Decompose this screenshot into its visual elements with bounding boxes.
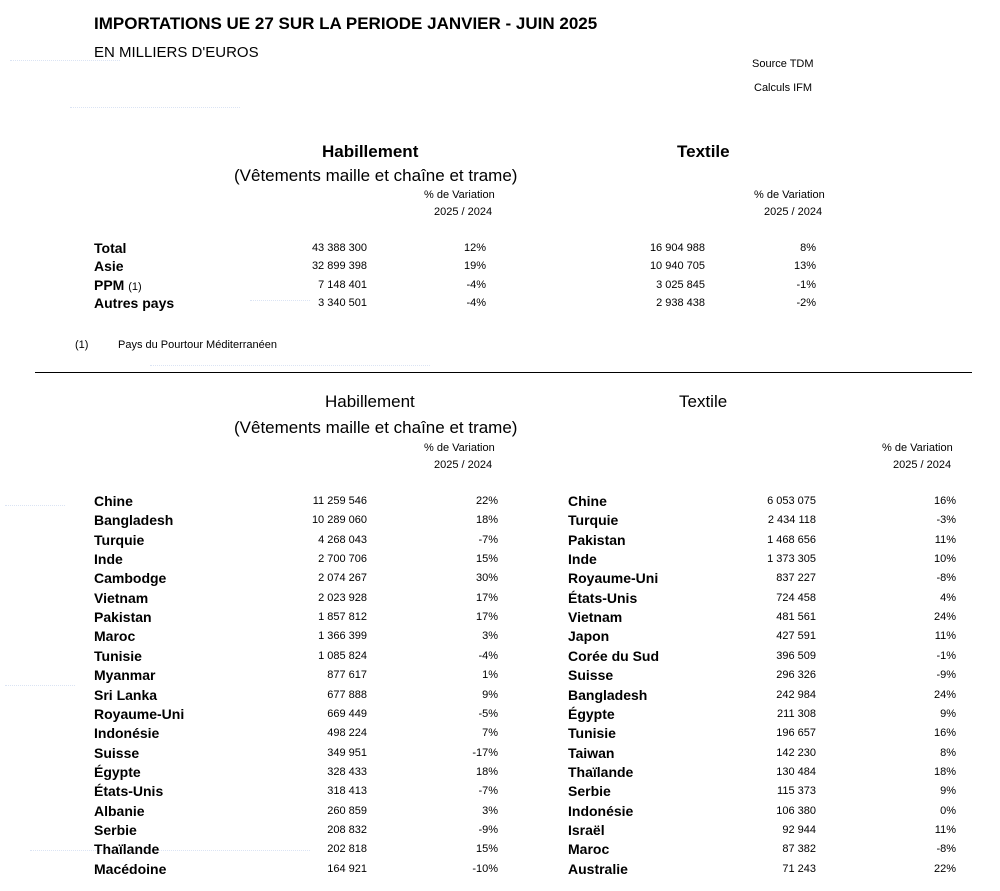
table-row — [0, 532, 1000, 551]
table-row — [0, 493, 1000, 512]
table-row — [0, 725, 1000, 744]
habillement-heading: Habillement — [322, 142, 419, 161]
habillement-period-label-2: 2025 / 2024 — [434, 459, 493, 471]
country-name: Macédoine — [94, 860, 167, 877]
country-name: Pakistan — [568, 531, 626, 548]
country-value: 142 230 — [776, 746, 816, 759]
habillement-subheading-2: (Vêtements maille et chaîne et trame) — [234, 418, 518, 437]
table-row — [0, 570, 1000, 589]
textile-period-label: 2025 / 2024 — [764, 206, 823, 218]
habillement-variation-label: % de Variation — [424, 189, 495, 201]
table-row — [0, 551, 1000, 570]
country-variation: 22% — [933, 862, 956, 875]
country-variation: 11% — [934, 630, 956, 643]
country-variation: -17% — [472, 746, 498, 759]
country-name: Turquie — [94, 531, 145, 548]
country-variation: -7% — [478, 785, 498, 798]
country-variation: 22% — [475, 495, 498, 507]
country-name: Japon — [568, 628, 610, 645]
country-value: 328 433 — [327, 765, 367, 778]
country-name: Égypte — [94, 763, 141, 780]
country-name: Sri Lanka — [94, 686, 158, 703]
country-variation: 18% — [475, 514, 498, 527]
country-name: États-Unis — [94, 783, 164, 800]
table-row — [0, 628, 1000, 647]
country-value: 677 888 — [327, 688, 367, 701]
country-value: 6 053 075 — [767, 495, 816, 507]
country-name: Thaïlande — [568, 763, 634, 780]
country-value: 1 373 305 — [767, 553, 816, 566]
country-value: 87 382 — [782, 843, 816, 856]
country-variation: 11% — [934, 533, 956, 546]
country-name: Australie — [568, 860, 628, 877]
country-name: Serbie — [94, 821, 137, 838]
table-row — [0, 841, 1000, 860]
country-variation: 18% — [933, 765, 956, 778]
country-value: 115 373 — [777, 785, 816, 798]
country-value: 164 921 — [327, 862, 367, 875]
habillement-period-label: 2025 / 2024 — [434, 206, 493, 218]
country-name: Chine — [94, 493, 133, 509]
country-name: Bangladesh — [568, 686, 648, 703]
country-variation: 15% — [475, 843, 498, 856]
summary-label: Total — [94, 240, 127, 256]
summary-row-ppm — [0, 277, 1000, 296]
country-name: Vietnam — [94, 589, 149, 606]
summary-textile-value: 16 904 988 — [649, 242, 705, 254]
country-value: 349 951 — [327, 746, 367, 759]
summary-habillement-variation: 19% — [463, 260, 486, 272]
country-variation: 17% — [475, 591, 498, 604]
country-variation: 16% — [933, 495, 956, 507]
habillement-heading-2: Habillement — [325, 392, 415, 411]
country-value: 2 023 928 — [318, 591, 367, 604]
summary-textile-variation: -1% — [796, 279, 816, 291]
footnote-ref: (1) — [128, 281, 142, 293]
summary-textile-variation: 13% — [793, 260, 816, 272]
country-value: 92 944 — [782, 823, 816, 836]
country-variation: 24% — [933, 611, 956, 624]
country-name: Tunisie — [568, 725, 616, 742]
country-value: 1 366 399 — [318, 630, 367, 643]
table-row — [0, 609, 1000, 628]
country-value: 396 509 — [776, 649, 816, 662]
table-row — [0, 648, 1000, 667]
summary-textile-value: 2 938 438 — [656, 297, 705, 309]
country-variation: 1% — [482, 669, 498, 682]
country-value: 196 657 — [776, 727, 816, 740]
country-name: Inde — [568, 551, 597, 568]
textile-heading: Textile — [677, 142, 730, 161]
summary-habillement-value: 7 148 401 — [318, 279, 367, 291]
summary-habillement-value: 43 388 300 — [311, 242, 367, 254]
summary-label-text: PPM — [94, 277, 125, 293]
summary-textile-value: 10 940 705 — [649, 260, 705, 272]
country-name: Royaume-Uni — [568, 570, 659, 587]
country-name: Myanmar — [94, 667, 156, 684]
country-value: 2 074 267 — [318, 572, 367, 585]
country-value: 877 617 — [327, 669, 367, 682]
country-name: Inde — [94, 551, 123, 568]
country-name: Israël — [568, 821, 605, 838]
table-row — [0, 783, 1000, 802]
country-variation: 9% — [940, 707, 956, 720]
country-variation: 11% — [934, 823, 956, 836]
country-variation: 9% — [940, 785, 956, 798]
country-variation: -10% — [472, 862, 498, 875]
section-divider — [35, 372, 972, 373]
country-variation: 30% — [475, 572, 498, 585]
country-name: Taiwan — [568, 744, 615, 761]
country-variation: -9% — [478, 823, 498, 836]
country-name: Maroc — [568, 841, 610, 858]
table-row — [0, 706, 1000, 725]
country-value: 260 859 — [327, 804, 367, 817]
ghost-mark — [150, 355, 430, 366]
textile-heading-2: Textile — [679, 392, 728, 411]
country-variation: 16% — [933, 727, 956, 740]
textile-variation-label-2: % de Variation — [882, 442, 953, 454]
summary-row-asie — [0, 258, 1000, 277]
table-row — [0, 861, 1000, 880]
country-name: Maroc — [94, 628, 136, 645]
table-row — [0, 822, 1000, 841]
country-name: États-Unis — [568, 589, 638, 606]
summary-habillement-value: 32 899 398 — [311, 260, 367, 272]
summary-habillement-variation: -4% — [466, 279, 486, 291]
country-value: 1 468 656 — [767, 533, 816, 546]
country-variation: -5% — [478, 707, 498, 720]
country-value: 427 591 — [776, 630, 816, 643]
country-variation: 17% — [475, 611, 498, 624]
country-value: 2 700 706 — [318, 553, 367, 566]
country-value: 296 326 — [776, 669, 816, 682]
country-value: 130 484 — [776, 765, 816, 778]
table-row — [0, 590, 1000, 609]
country-name: Serbie — [568, 783, 611, 800]
country-variation: 24% — [933, 688, 956, 701]
country-name: Pakistan — [94, 609, 152, 626]
textile-period-label-2: 2025 / 2024 — [893, 459, 952, 471]
country-name: Bangladesh — [94, 512, 174, 529]
country-value: 242 984 — [776, 688, 816, 701]
country-value: 2 434 118 — [767, 514, 816, 527]
country-variation: -8% — [936, 843, 956, 856]
summary-label — [94, 277, 142, 293]
country-value: 211 308 — [777, 707, 816, 720]
country-name: Suisse — [94, 744, 140, 761]
country-name: Égypte — [568, 705, 615, 722]
country-value: 498 224 — [327, 727, 367, 740]
table-row — [0, 803, 1000, 822]
country-variation: 4% — [940, 591, 956, 604]
footnote-mark: (1) — [75, 339, 89, 351]
country-value: 669 449 — [327, 707, 367, 720]
country-value: 1 085 824 — [318, 649, 367, 662]
country-value: 106 380 — [776, 804, 816, 817]
summary-label: Asie — [94, 258, 124, 274]
summary-label: Autres pays — [94, 295, 175, 311]
summary-habillement-value: 3 340 501 — [318, 297, 367, 309]
country-variation: -8% — [936, 572, 956, 585]
table-row — [0, 745, 1000, 764]
country-name: Corée du Sud — [568, 647, 660, 664]
country-name: Albanie — [94, 802, 145, 819]
country-name: Indonésie — [94, 725, 160, 742]
page-title: IMPORTATIONS UE 27 SUR LA PERIODE JANVIER - JUIN 2025 — [94, 14, 598, 33]
country-value: 71 243 — [782, 862, 816, 875]
summary-textile-variation: 8% — [800, 242, 816, 254]
country-variation: 9% — [482, 688, 498, 701]
country-value: 1 857 812 — [318, 611, 367, 624]
country-variation: 7% — [482, 727, 498, 740]
textile-variation-label: % de Variation — [754, 189, 825, 201]
habillement-variation-label-2: % de Variation — [424, 442, 495, 454]
country-name: Thaïlande — [94, 841, 160, 858]
country-variation: 8% — [940, 746, 956, 759]
summary-textile-value: 3 025 845 — [656, 279, 705, 291]
country-name: Cambodge — [94, 570, 167, 587]
country-value: 837 227 — [776, 572, 816, 585]
table-row — [0, 512, 1000, 531]
calculs-note: Calculs IFM — [754, 82, 813, 94]
ghost-mark — [70, 95, 240, 108]
habillement-subheading: (Vêtements maille et chaîne et trame) — [234, 166, 518, 185]
country-name: Indonésie — [568, 802, 634, 819]
country-name: Suisse — [568, 667, 614, 684]
country-variation: 18% — [475, 765, 498, 778]
country-variation: 3% — [482, 804, 498, 817]
page-subtitle: EN MILLIERS D'EUROS — [94, 44, 259, 61]
country-value: 4 268 043 — [318, 533, 367, 546]
country-variation: -7% — [478, 533, 498, 546]
country-name: Vietnam — [568, 609, 623, 626]
country-name: Chine — [568, 493, 607, 509]
summary-habillement-variation: 12% — [463, 242, 486, 254]
country-variation: 3% — [482, 630, 498, 643]
country-variation: -9% — [936, 669, 956, 682]
country-value: 724 458 — [776, 591, 816, 604]
country-value: 208 832 — [327, 823, 367, 836]
country-variation: 10% — [933, 553, 956, 566]
country-variation: -3% — [936, 514, 956, 527]
country-value: 11 259 546 — [312, 495, 367, 507]
source-note: Source TDM — [752, 58, 814, 70]
country-name: Turquie — [568, 512, 619, 529]
country-name: Tunisie — [94, 647, 142, 664]
table-row — [0, 687, 1000, 706]
country-variation: -1% — [936, 649, 956, 662]
country-variation: 0% — [940, 804, 956, 817]
summary-habillement-variation: -4% — [466, 297, 486, 309]
country-value: 481 561 — [776, 611, 816, 624]
table-row — [0, 667, 1000, 686]
country-value: 318 413 — [327, 785, 367, 798]
country-variation: 15% — [475, 553, 498, 566]
table-row — [0, 764, 1000, 783]
country-value: 10 289 060 — [311, 514, 367, 527]
country-variation: -4% — [478, 649, 498, 662]
summary-row-autres — [0, 295, 1000, 314]
country-value: 202 818 — [327, 843, 367, 856]
country-name: Royaume-Uni — [94, 705, 185, 722]
summary-textile-variation: -2% — [796, 297, 816, 309]
summary-row-total — [0, 240, 1000, 259]
footnote-text: Pays du Pourtour Méditerranéen — [118, 339, 277, 351]
